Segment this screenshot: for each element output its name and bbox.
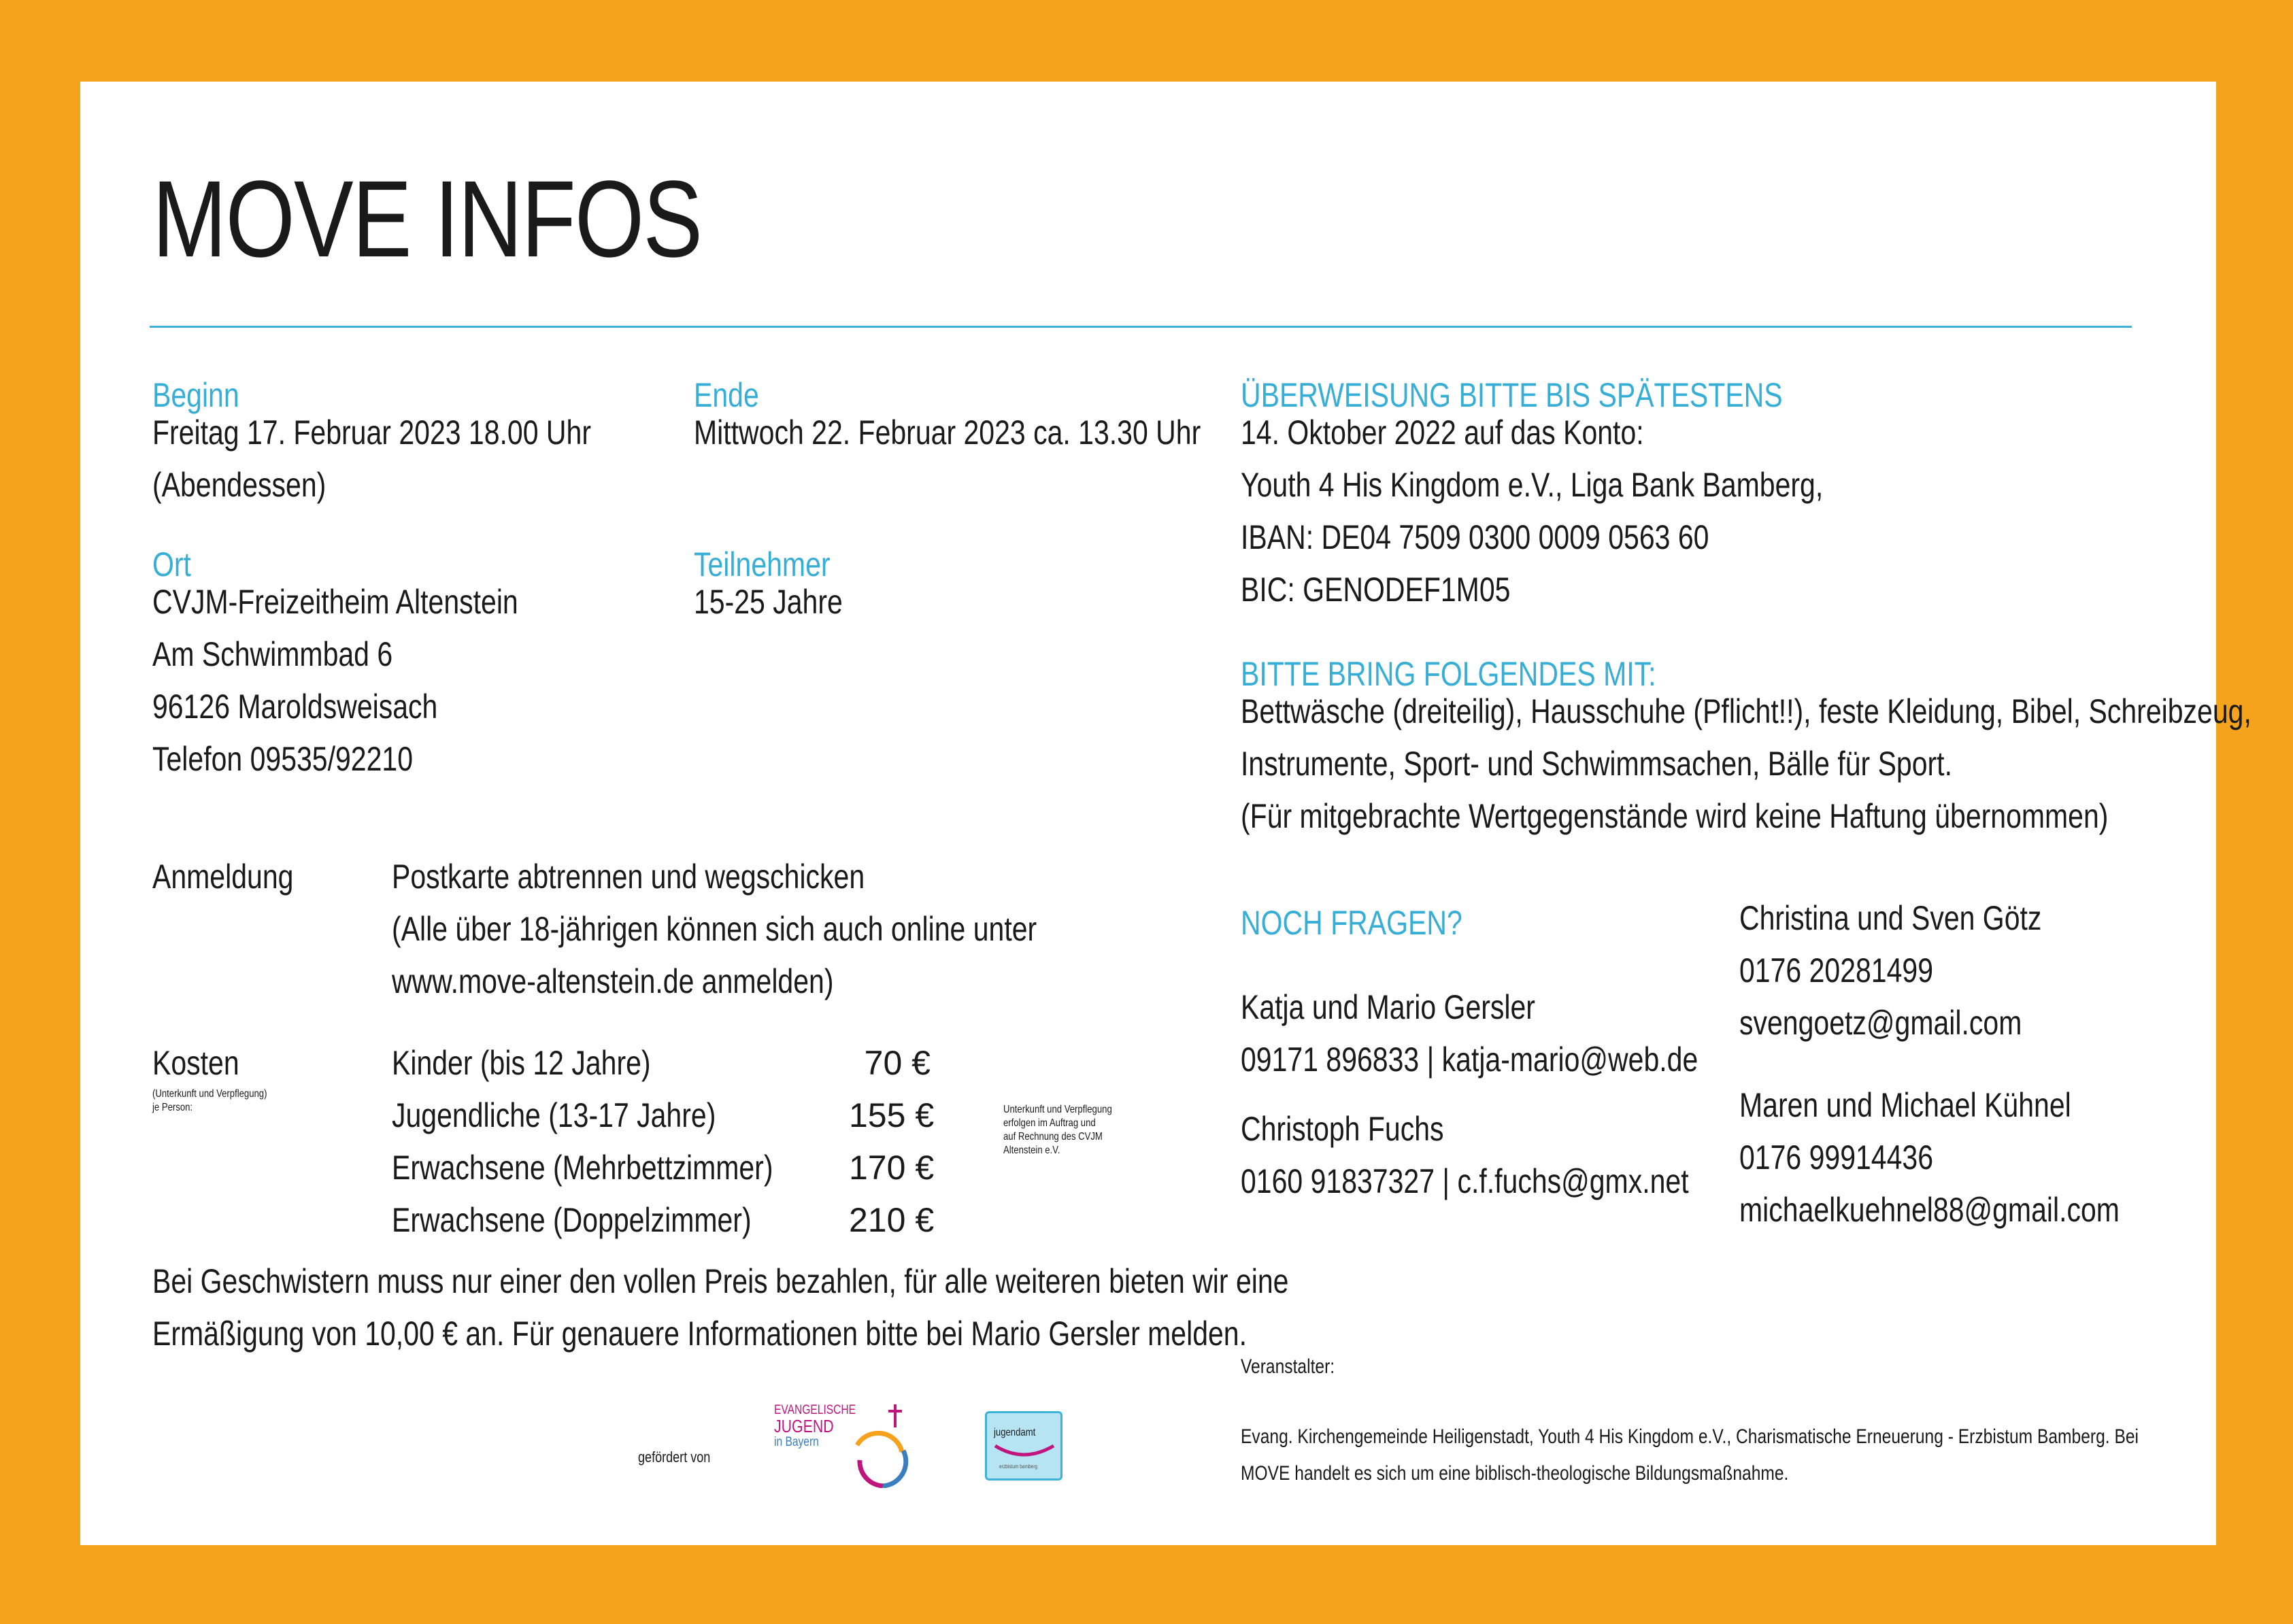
ende-text: Mittwoch 22. Februar 2023 ca. 13.30 Uhr <box>694 413 1201 452</box>
jugendamt-logo: jugendamt erzbistum bamberg <box>985 1411 1067 1486</box>
kosten-item: Jugendliche (13-17 Jahre) <box>392 1096 716 1134</box>
teilnehmer-label: Teilnehmer <box>694 545 831 583</box>
contact-kuehnel: Maren und Michael Kühnel 0176 99914436 michaelkuehnel88@gmail.com <box>1739 1086 2120 1229</box>
kosten-price: 210 € <box>849 1201 935 1239</box>
evangelische-jugend-logo: EVANGELISCHE JUGEND in Bayern <box>774 1403 910 1488</box>
veranstalter-text: Evang. Kirchengemeinde Heiligenstadt, Youth 4 His Kingdom e.V., Charismatische Erneuerung - Erzbistum Bamberg. Bei MOVE handelt es sich um eine biblisch-theologische Bildungsmaßnahme. <box>1241 1425 2139 1485</box>
kosten-item: Erwachsene (Doppelzimmer) <box>392 1201 752 1239</box>
geschwister-text: Bei Geschwistern muss nur einer den vollen Preis bezahlen, für alle weiteren bieten wir eine Ermäßigung von 10,00 € an. Für genauere Informationen bitte bei Mario Gersler melden. <box>152 1262 1289 1353</box>
anmeldung-text: Postkarte abtrennen und wegschicken (Alle über 18-jährigen können sich auch online unter www.move-altenstein.de anmelden) <box>392 858 1037 1000</box>
beginn-text: Freitag 17. Februar 2023 18.00 Uhr (Abendessen) <box>152 413 591 504</box>
kosten-price: 70 € <box>864 1044 931 1082</box>
kosten-price: 170 € <box>849 1149 935 1187</box>
kosten-price: 155 € <box>849 1096 935 1134</box>
beginn-label: Beginn <box>152 376 239 414</box>
mitbringen-label: BITTE BRING FOLGENDES MIT: <box>1241 655 1656 693</box>
ende-label: Ende <box>694 376 759 414</box>
veranstalter-label: Veranstalter: <box>1241 1355 1335 1378</box>
ueberweisung-label: ÜBERWEISUNG BITTE BIS SPÄTESTENS <box>1241 376 1783 414</box>
kosten-item: Erwachsene (Mehrbettzimmer) <box>392 1149 773 1187</box>
kosten-item: Kinder (bis 12 Jahre) <box>392 1044 651 1082</box>
kosten-sub: (Unterkunft und Verpflegung) je Person: <box>152 1088 267 1113</box>
kosten-note: Unterkunft und Verpflegung erfolgen im Auftrag und auf Rechnung des CVJM Altenstein e.V. <box>1003 1104 1112 1156</box>
cross-circle-icon <box>774 1403 910 1488</box>
mitbringen-text: Bettwäsche (dreiteilig), Hausschuhe (Pflicht!!), feste Kleidung, Bibel, Schreibzeug, Instrumente, Sport- und Schwimmsachen, Bälle für Sport. (Für mitgebrachte Wertgegenstände wird keine Haftung übernommen) <box>1241 692 2252 835</box>
ort-label: Ort <box>152 545 191 583</box>
contact-fuchs: Christoph Fuchs 0160 91837327 | c.f.fuchs@gmx.net <box>1241 1110 1689 1200</box>
page-title: MOVE INFOS <box>152 158 702 280</box>
info-card <box>80 82 2252 1545</box>
fragen-label: NOCH FRAGEN? <box>1241 904 1462 942</box>
kosten-prices <box>849 1037 935 1247</box>
gefoerdert-label: gefördert von <box>638 1449 711 1466</box>
contact-goetz: Christina und Sven Götz 0176 20281499 svengoetz@gmail.com <box>1739 899 2042 1042</box>
kosten-label: Kosten <box>152 1044 239 1082</box>
ueberweisung-text: 14. Oktober 2022 auf das Konto: Youth 4 His Kingdom e.V., Liga Bank Bamberg, IBAN: DE04 7509 0300 0009 0563 60 BIC: GENODEF1M05 <box>1241 413 1824 609</box>
contact-gersler: Katja und Mario Gersler 09171 896833 | katja-mario@web.de <box>1241 988 1698 1079</box>
kosten-items <box>392 1037 857 1247</box>
ort-text: CVJM-Freizeitheim Altenstein Am Schwimmbad 6 96126 Maroldsweisach Telefon 09535/92210 <box>152 583 518 778</box>
anmeldung-label: Anmeldung <box>152 858 294 896</box>
teilnehmer-text: 15-25 Jahre <box>694 583 843 621</box>
title-divider <box>150 326 2132 328</box>
